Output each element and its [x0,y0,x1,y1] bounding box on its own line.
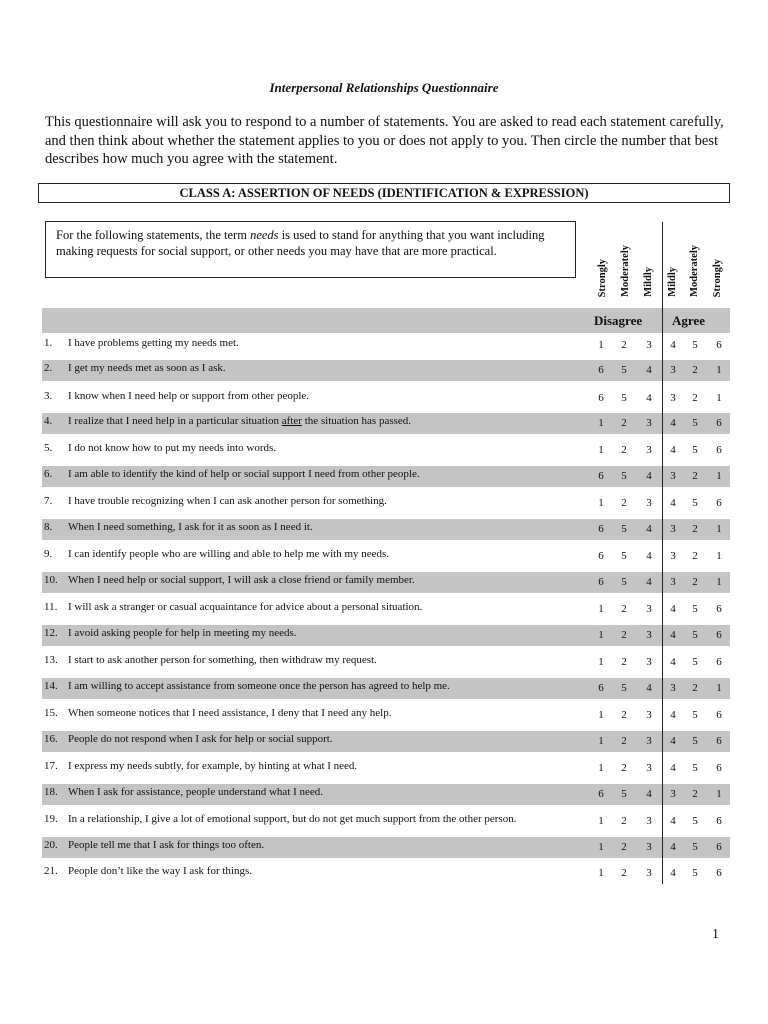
rating-option[interactable]: 5 [621,470,627,482]
question-text [68,546,389,562]
question-text-part: I express my needs subtly, for example, by hinting at what I need. [68,760,358,772]
question-row [42,731,730,752]
question-text-part: I have trouble recognizing when I can ask another person for something. [68,495,387,507]
rating-option[interactable]: 4 [670,629,676,641]
rating-option[interactable]: 5 [692,762,698,774]
question-text-part: In a relationship, I give a lot of emotional support, but do not get much support from the other person. [68,813,517,825]
question-text [68,572,415,588]
question-text-part: I am willing to accept assistance from someone once the person has agreed to help me. [68,680,450,692]
rating-option[interactable]: 3 [670,523,676,535]
question-number: 1. [44,337,53,349]
rating-option[interactable]: 5 [692,709,698,721]
rating-option[interactable]: 5 [692,629,698,641]
rating-option[interactable]: 6 [598,523,604,535]
question-text-part: I know when I need help or support from other people. [68,390,310,402]
question-row [42,466,730,487]
question-number: 19. [44,813,58,825]
rating-option[interactable]: 2 [621,497,627,509]
rating-option[interactable]: 3 [646,339,652,351]
section-title: CLASS A: ASSERTION OF NEEDS (IDENTIFICATION & EXPRESSION) [38,183,730,203]
rating-option[interactable]: 3 [646,709,652,721]
rating-option[interactable]: 3 [670,470,676,482]
rating-option[interactable]: 2 [692,470,698,482]
rating-option[interactable]: 4 [670,339,676,351]
question-text-part: When I ask for assistance, people understand what I need. [68,786,324,798]
rating-option[interactable]: 5 [621,550,627,562]
rating-option[interactable]: 1 [598,444,604,456]
rating-option[interactable]: 4 [670,417,676,429]
rating-option[interactable]: 5 [692,603,698,615]
rating-option[interactable]: 4 [670,656,676,668]
rating-option[interactable]: 3 [646,841,652,853]
rating-option[interactable]: 2 [621,815,627,827]
question-text [68,413,411,429]
rating-option[interactable]: 4 [646,364,652,376]
rating-option[interactable]: 6 [716,762,722,774]
rating-option[interactable]: 1 [716,364,722,376]
rating-option[interactable]: 4 [670,709,676,721]
rating-option[interactable]: 2 [621,762,627,774]
rating-option[interactable]: 4 [646,392,652,404]
note-text-before: For the following statements, the term [56,228,251,242]
rating-option[interactable]: 4 [646,682,652,694]
question-text-part: I will ask a stranger or casual acquaintance for advice about a personal situation. [68,601,423,613]
question-number: 9. [44,548,53,560]
rating-option[interactable]: 1 [598,735,604,747]
rating-option[interactable]: 4 [670,497,676,509]
rating-option[interactable]: 5 [692,656,698,668]
rating-option[interactable]: 5 [621,576,627,588]
rating-option[interactable]: 2 [621,603,627,615]
question-number: 7. [44,495,53,507]
rating-option[interactable]: 2 [692,576,698,588]
rating-option[interactable]: 2 [692,550,698,562]
rating-option[interactable]: 5 [621,392,627,404]
note-text-after: is used to stand for anything that you want including making requests for social support, or other needs you may have that are more practical. [56,228,545,258]
rating-option[interactable]: 1 [716,470,722,482]
question-text [68,519,313,535]
rating-option[interactable]: 6 [598,470,604,482]
question-text [68,758,357,774]
question-text-part: People do not respond when I ask for help or social support. [68,733,333,745]
question-text-part: When I need something, I ask for it as soon as I need it. [68,521,313,533]
question-text [68,863,252,879]
question-text [68,625,297,641]
rating-option[interactable]: 3 [670,788,676,800]
question-text-part: I avoid asking people for help in meeting my needs. [68,627,297,639]
rating-option[interactable]: 4 [670,841,676,853]
question-row [42,413,730,434]
question-number: 6. [44,468,53,480]
rating-option[interactable]: 4 [670,762,676,774]
definition-note [45,221,576,278]
scale-header-moderately-disagree: Moderately [620,245,631,297]
question-number: 11. [44,601,58,613]
rating-option[interactable]: 6 [716,417,722,429]
question-number: 13. [44,654,58,666]
rating-option[interactable]: 5 [621,788,627,800]
rating-option[interactable]: 3 [646,603,652,615]
question-row [42,493,730,514]
question-row [42,360,730,381]
question-text-part: I start to ask another person for something, then withdraw my request. [68,654,377,666]
rating-option[interactable]: 5 [692,867,698,879]
rating-option[interactable]: 3 [670,550,676,562]
question-text-part: I get my needs met as soon as I ask. [68,362,226,374]
rating-option[interactable]: 5 [692,815,698,827]
rating-option[interactable]: 1 [716,576,722,588]
rating-option[interactable]: 3 [670,392,676,404]
question-text-part: When someone notices that I need assistance, I deny that I need any help. [68,707,392,719]
rating-option[interactable]: 6 [716,339,722,351]
rating-option[interactable]: 2 [621,709,627,721]
question-text [68,388,309,404]
question-row [42,784,730,805]
rating-option[interactable]: 5 [692,497,698,509]
rating-option[interactable]: 6 [716,735,722,747]
rating-option[interactable]: 2 [692,523,698,535]
question-number: 8. [44,521,53,533]
question-text [68,731,333,747]
rating-option[interactable]: 1 [598,762,604,774]
rating-option[interactable]: 4 [646,788,652,800]
question-number: 14. [44,680,58,692]
rating-option[interactable]: 2 [692,392,698,404]
rating-option[interactable]: 1 [598,841,604,853]
question-text-part: the situation has passed. [301,415,412,427]
rating-option[interactable]: 4 [670,603,676,615]
rating-option[interactable]: 1 [716,392,722,404]
question-row [42,546,730,567]
rating-option[interactable]: 5 [621,364,627,376]
scale-header-moderately-agree: Moderately [689,245,700,297]
question-text [68,335,239,351]
rating-option[interactable]: 3 [646,444,652,456]
rating-option[interactable]: 6 [716,709,722,721]
question-row [42,335,730,356]
rating-option[interactable]: 1 [598,815,604,827]
rating-option[interactable]: 6 [716,603,722,615]
rating-option[interactable]: 2 [621,656,627,668]
question-row [42,811,730,832]
rating-option[interactable]: 6 [716,815,722,827]
rating-option[interactable]: 3 [646,417,652,429]
agree-disagree-divider [662,222,663,884]
rating-option[interactable]: 3 [646,656,652,668]
rating-option[interactable]: 2 [692,682,698,694]
question-row [42,625,730,646]
rating-option[interactable]: 3 [646,497,652,509]
question-text-part: People tell me that I ask for things too often. [68,839,265,851]
rating-option[interactable]: 6 [598,788,604,800]
rating-option[interactable]: 2 [621,629,627,641]
question-text-emphasis: after [281,415,302,427]
rating-option[interactable]: 6 [716,841,722,853]
questionnaire-title: Interpersonal Relationships Questionnaire [269,80,499,95]
rating-option[interactable]: 5 [621,682,627,694]
question-row [42,758,730,779]
rating-option[interactable]: 1 [716,788,722,800]
question-text [68,440,276,456]
question-number: 20. [44,839,58,851]
rating-option[interactable]: 6 [598,550,604,562]
question-text-part: I realize that I need help in a particular situation [68,415,282,427]
question-number: 5. [44,442,53,454]
rating-option[interactable]: 2 [692,788,698,800]
question-number: 21. [44,865,58,877]
question-number: 17. [44,760,58,772]
rating-option[interactable]: 2 [621,444,627,456]
question-row [42,599,730,620]
question-text-part: I am able to identify the kind of help or social support I need from other people. [68,468,420,480]
question-text-part: When I need help or social support, I will ask a close friend or family member. [68,574,415,586]
rating-option[interactable]: 1 [716,523,722,535]
rating-option[interactable]: 6 [598,392,604,404]
question-text [68,652,377,668]
scale-header-strongly-agree: Strongly [712,258,723,297]
rating-option[interactable]: 2 [621,735,627,747]
rating-option[interactable]: 4 [646,470,652,482]
rating-option[interactable]: 3 [646,762,652,774]
rating-option[interactable]: 1 [598,339,604,351]
rating-option[interactable]: 3 [646,629,652,641]
question-text [68,599,422,615]
rating-option[interactable]: 6 [598,576,604,588]
rating-option[interactable]: 4 [646,576,652,588]
question-row [42,678,730,699]
question-row [42,863,730,884]
rating-option[interactable]: 6 [716,656,722,668]
question-row [42,440,730,461]
rating-option[interactable]: 1 [598,867,604,879]
rating-option[interactable]: 1 [598,629,604,641]
rating-option[interactable]: 1 [598,656,604,668]
question-number: 18. [44,786,58,798]
question-number: 16. [44,733,58,745]
question-text [68,678,450,694]
question-row [42,837,730,858]
rating-option[interactable]: 5 [692,339,698,351]
question-text-part: People don’t like the way I ask for things. [68,865,253,877]
rating-option[interactable]: 1 [598,603,604,615]
question-text [68,705,391,721]
question-text [68,493,387,509]
rating-option[interactable]: 3 [670,576,676,588]
rating-option[interactable]: 4 [670,815,676,827]
question-number: 12. [44,627,58,639]
rating-option[interactable]: 6 [716,444,722,456]
rating-option[interactable]: 4 [646,523,652,535]
question-row [42,572,730,593]
rating-option[interactable]: 6 [716,867,722,879]
rating-option[interactable]: 1 [716,550,722,562]
rating-option[interactable]: 3 [646,815,652,827]
rating-option[interactable]: 6 [598,364,604,376]
question-text [68,784,323,800]
rating-option[interactable]: 5 [621,523,627,535]
rating-option[interactable]: 2 [621,417,627,429]
rating-option[interactable]: 1 [598,709,604,721]
rating-option[interactable]: 1 [598,497,604,509]
rating-option[interactable]: 3 [646,867,652,879]
page-number: 1 [712,927,719,942]
question-row [42,388,730,409]
rating-option[interactable]: 6 [716,497,722,509]
question-text-part: I have problems getting my needs met. [68,337,239,349]
rating-option[interactable]: 2 [621,841,627,853]
question-number: 10. [44,574,58,586]
question-number: 4. [44,415,53,427]
question-row [42,519,730,540]
question-text [68,811,516,827]
question-number: 3. [44,390,53,402]
rating-option[interactable]: 6 [716,629,722,641]
scale-header-mildly-agree: Mildly [667,267,678,297]
note-term: needs [250,228,279,242]
rating-option[interactable]: 4 [646,550,652,562]
rating-option[interactable]: 3 [646,735,652,747]
question-text-part: I do not know how to put my needs into words. [68,442,277,454]
rating-option[interactable]: 3 [670,682,676,694]
rating-option[interactable]: 1 [716,682,722,694]
rating-option[interactable]: 4 [670,867,676,879]
rating-option[interactable]: 4 [670,444,676,456]
rating-option[interactable]: 2 [692,364,698,376]
scale-header-mildly-disagree: Mildly [643,267,654,297]
question-number: 15. [44,707,58,719]
rating-option[interactable]: 2 [621,867,627,879]
intro-paragraph: This questionnaire will ask you to respond to a number of statements. You are asked to read each statement carefully, and then think about whether the statement applies to you or does not apply to you. Then circle the number that best describes how much you agree with the statement. [45,114,724,167]
rating-option[interactable]: 5 [692,735,698,747]
agree-label: Agree [672,313,705,328]
question-text [68,837,264,853]
rating-option[interactable]: 6 [598,682,604,694]
rating-option[interactable]: 5 [692,444,698,456]
rating-option[interactable]: 5 [692,841,698,853]
question-text [68,360,226,376]
question-number: 2. [44,362,53,374]
rating-option[interactable]: 3 [670,364,676,376]
rating-option[interactable]: 1 [598,417,604,429]
rating-option[interactable]: 2 [621,339,627,351]
question-row [42,705,730,726]
question-row [42,652,730,673]
scale-header-strongly-disagree: Strongly [597,258,608,297]
question-text-part: I can identify people who are willing and able to help me with my needs. [68,548,390,560]
question-text [68,466,420,482]
disagree-label: Disagree [594,313,643,328]
rating-option[interactable]: 5 [692,417,698,429]
rating-option[interactable]: 4 [670,735,676,747]
